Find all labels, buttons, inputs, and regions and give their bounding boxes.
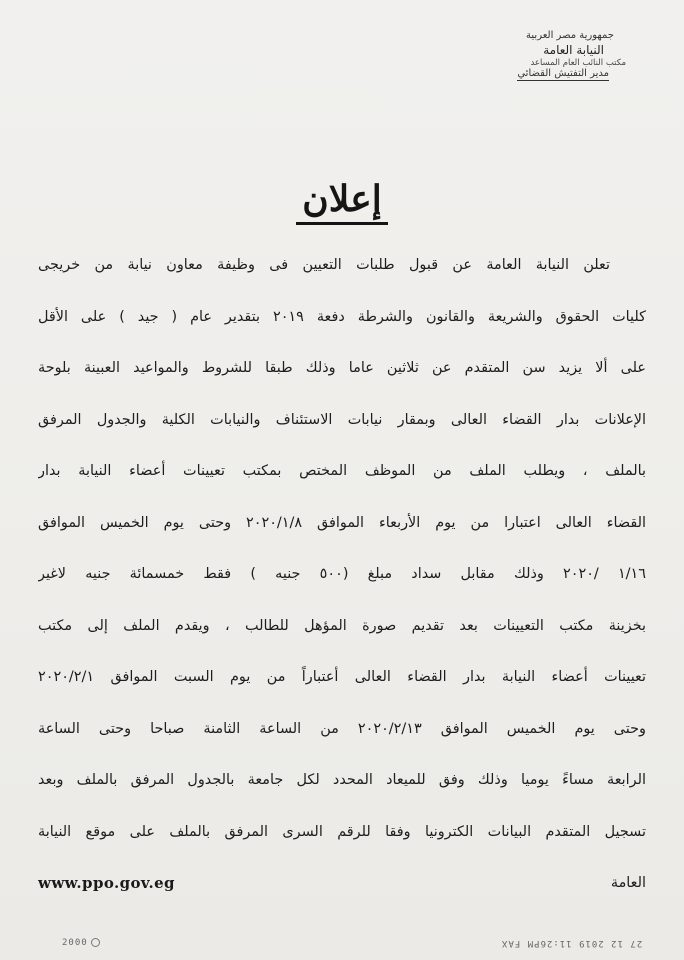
body-line: تعيينات أعضاء النيابة بدار القضاء العالى أعتباراً من يوم السبت الموافق ٢٠٢٠/٢/١: [38, 669, 646, 685]
body-line: الإعلانات بدار القضاء العالى وبمقار نيابات الاستئناف والنيابات الكلية والجدول المرفق: [38, 411, 646, 428]
fax-header-line: 27 12 2019 11:26PM FAX: [500, 938, 642, 948]
body-line: ١/١٦ /٢٠٢٠ وذلك مقابل سداد مبلغ (٥٠٠ جنيه ) فقط خمسمائة جنيه لاغير: [38, 566, 646, 582]
announcement-body: [38, 240, 646, 910]
website-link[interactable]: www.ppo.gov.eg: [38, 874, 175, 892]
body-line: الرابعة مساءً يوميا وذلك وفق للميعاد المحدد لكل جامعة بالجدول المرفق بالملف وبعد: [38, 772, 646, 788]
country-name: جمهورية مصر العربية: [526, 30, 614, 41]
authority-name: النيابة العامة: [543, 42, 604, 57]
body-line: القضاء العالى اعتبارا من يوم الأربعاء الموافق ٢٠٢٠/١/٨ وحتى يوم الخميس الموافق: [38, 514, 646, 531]
body-line: تعلن النيابة العامة عن قبول طلبات التعيين فى وظيفة معاون نيابة من خريجى: [38, 257, 610, 273]
body-line: بالملف ، ويطلب الملف من الموظف المختص بمكتب تعيينات أعضاء النيابة بدار: [38, 463, 646, 479]
body-line: على ألا يزيد سن المتقدم عن ثلاثين عاما وذلك طبقا للشروط والمواعيد العبينة بلوحة: [38, 360, 646, 376]
closing-line: [38, 858, 646, 910]
letterhead: [517, 30, 626, 81]
body-line: تسجيل المتقدم البيانات الكترونيا وفقا للرقم السرى المرفق بالملف على موقع النيابة: [38, 823, 646, 840]
page-number: 2000: [62, 938, 100, 948]
body-line: بخزينة مكتب التعيينات بعد تقديم صورة المؤهل للطالب ، ويقدم الملف إلى مكتب: [38, 617, 646, 634]
closing-text: العامة: [610, 875, 646, 891]
body-line: كليات الحقوق والشريعة والقانون والشرطة دفعة ٢٠١٩ بتقدير عام ( جيد ) على الأقل: [38, 308, 646, 325]
office-name: مكتب النائب العام المساعد: [530, 57, 626, 68]
department-name: مدير التفتيش القضائي: [517, 68, 609, 80]
body-line: وحتى يوم الخميس الموافق ٢٠٢٠/٢/١٣ من الساعة الثامنة صباحا وحتى الساعة: [38, 720, 646, 737]
announcement-title: إعلان: [0, 178, 684, 220]
